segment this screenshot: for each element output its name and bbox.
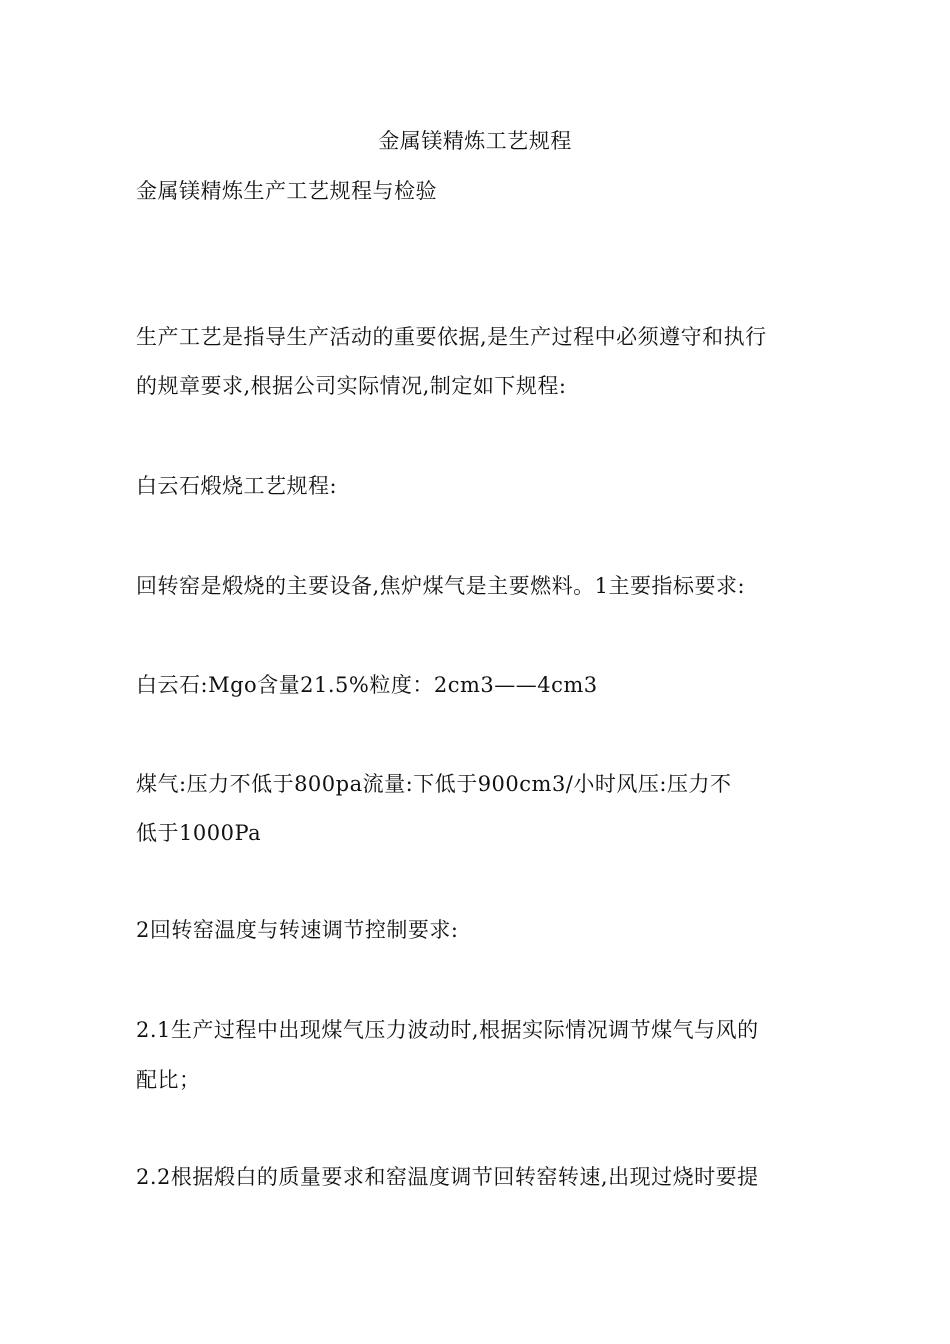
section-heading: 白云石煅烧工艺规程:: [136, 474, 338, 498]
paragraph-line: 2.2根据煅白的质量要求和窑温度调节回转窑转速,出现过烧时要提: [136, 1165, 759, 1189]
document-title: 金属镁精炼工艺规程: [378, 129, 572, 153]
paragraph-line: 回转窑是煅烧的主要设备,焦炉煤气是主要燃料。1主要指标要求:: [136, 574, 746, 598]
paragraph-line: 配比；: [136, 1068, 201, 1092]
section-heading: 2回转窑温度与转速调节控制要求:: [136, 918, 459, 942]
document-subtitle: 金属镁精炼生产工艺规程与检验: [136, 179, 437, 203]
paragraph-line: 白云石:Mgo含量21.5%粒度：2cm3——4cm3: [136, 673, 598, 697]
paragraph-line: 的规章要求,根据公司实际情况,制定如下规程:: [136, 374, 567, 398]
paragraph-line: 煤气:压力不低于800pa流量:下低于900cm3/小时风压:压力不: [136, 772, 732, 796]
paragraph-line: 生产工艺是指导生产活动的重要依据,是生产过程中必须遵守和执行: [136, 325, 767, 349]
paragraph-line: 低于1000Pa: [136, 821, 262, 845]
paragraph-line: 2.1生产过程中出现煤气压力波动时,根据实际情况调节煤气与风的: [136, 1018, 759, 1042]
